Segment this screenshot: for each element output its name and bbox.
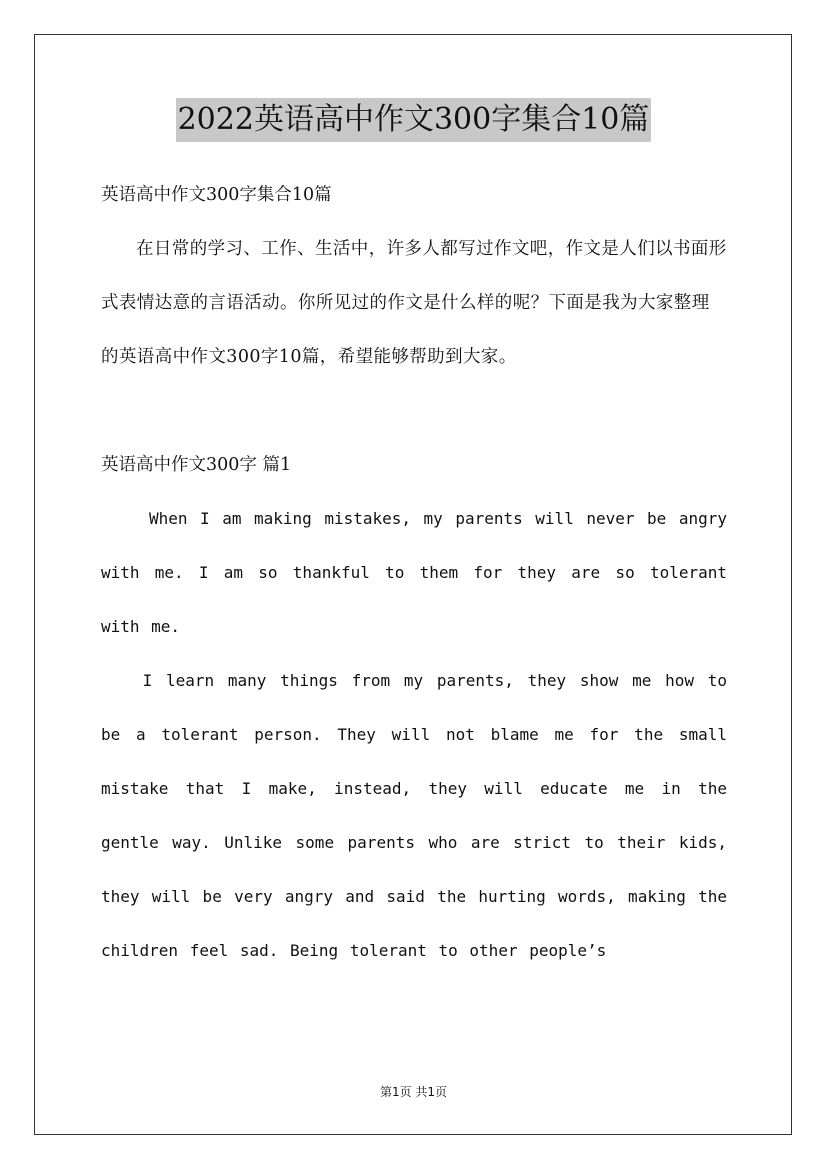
essay-paragraph-2: I learn many things from my parents, they show me how to be a tolerant person. They will not blame me for the small mistake that I make, instead, they will educate me in the gentle way. Unlike some parents who are strict to their kids, they will be very angry and said the hurting words, making the children feel sad. Being tolerant to other people’s	[101, 671, 727, 960]
intro-paragraph: 在日常的学习、工作、生活中，许多人都写过作文吧，作文是人们以书面形式表情达意的言语活动。你所见过的作文是什么样的呢？下面是我为大家整理的英语高中作文300字10篇，希望能够帮助到大家。	[101, 239, 727, 367]
document-body	[101, 168, 727, 978]
page-footer: 第1页 共1页	[379, 1085, 448, 1099]
document-subtitle: 英语高中作文300字集合10篇	[101, 185, 332, 205]
essay-paragraph-1: When I am making mistakes, my parents will never be angry with me. I am so thankful to them for they are so tolerant with me.	[101, 509, 727, 636]
document-title: 2022英语高中作文300字集合10篇	[176, 98, 652, 142]
title-container	[0, 98, 827, 142]
spacer	[101, 384, 727, 438]
section-heading: 英语高中作文300字 篇1	[101, 455, 292, 475]
